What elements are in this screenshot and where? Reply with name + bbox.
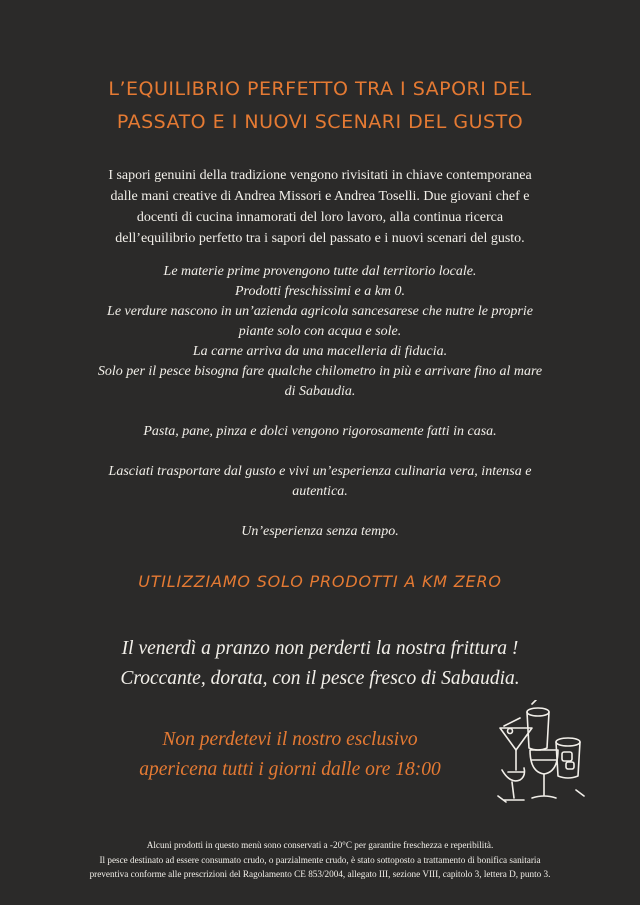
cocktail-glasses-icon — [496, 700, 586, 805]
body-text — [40, 262, 600, 562]
ingredients-line: Le verdure nascono in un’azienda agricola sancesarese che nutre le proprie — [107, 304, 533, 319]
title-line-1: L’EQUILIBRIO PERFETTO TRA I SAPORI DEL — [108, 77, 532, 100]
intro-line: dalle mani creative di Andrea Missori e Andrea Toselli. Due giovani chef e — [110, 189, 530, 204]
footer-line-1: Alcuni prodotti in questo menù sono conservati a -20°C per garantire freschezza e reperibilità. — [146, 840, 494, 850]
frittura-promo — [40, 634, 600, 694]
ingredients-paragraph — [40, 262, 600, 402]
intro-line: I sapori genuini della tradizione vengono rivisitati in chiave contemporanea — [108, 168, 532, 183]
ingredients-line: piante solo con acqua e sole. — [238, 324, 402, 339]
apericena-line-2: apericena tutti i giorni dalle ore 18:00 — [139, 759, 441, 780]
apericena-promo — [80, 725, 500, 785]
experience-line: autentica. — [292, 484, 348, 499]
experience-line: Lasciati trasportare dal gusto e vivi un’esperienza culinaria vera, intensa e — [108, 464, 532, 479]
intro-paragraph — [40, 165, 600, 249]
timeless-paragraph: Un’esperienza senza tempo. — [241, 524, 399, 539]
frittura-line-1: Il venerdì a pranzo non perderti la nostra frittura ! — [121, 638, 519, 659]
intro-line: dell’equilibrio perfetto tra i sapori del passato e i nuovi scenari del gusto. — [115, 231, 525, 246]
intro-line: docenti di cucina innamorati del loro lavoro, alla continua ricerca — [136, 210, 504, 225]
footer-line-2: Il pesce destinato ad essere consumato crudo, o parzialmente crudo, è stato sottoposto a trattamento di bonifica sanitaria — [99, 854, 541, 865]
km-zero-heading: UTILIZZIAMO SOLO PRODOTTI A KM ZERO — [138, 572, 502, 591]
footer-line-3: preventiva conforme alle prescrizioni del Ragolamento CE 853/2004, allegato III, sezione VIII, capitolo 3, lettera D, punto 3. — [89, 869, 551, 879]
frittura-line-2: Croccante, dorata, con il pesce fresco di Sabaudia. — [120, 668, 520, 689]
experience-paragraph — [40, 462, 600, 502]
homemade-paragraph: Pasta, pane, pinza e dolci vengono rigorosamente fatti in casa. — [143, 424, 497, 439]
apericena-line-1: Non perdetevi il nostro esclusivo — [162, 729, 418, 750]
ingredients-line: Solo per il pesce bisogna fare qualche chilometro in più e arrivare fino al mare — [97, 364, 543, 379]
legal-footer — [10, 838, 630, 882]
ingredients-line: di Sabaudia. — [284, 384, 356, 399]
ingredients-line: La carne arriva da una macelleria di fiducia. — [192, 344, 448, 359]
ingredients-line: Prodotti freschissimi e a km 0. — [234, 284, 406, 299]
page-title — [40, 73, 600, 139]
ingredients-line: Le materie prime provengono tutte dal territorio locale. — [163, 264, 477, 279]
title-line-2: PASSATO E I NUOVI SCENARI DEL GUSTO — [116, 110, 524, 133]
